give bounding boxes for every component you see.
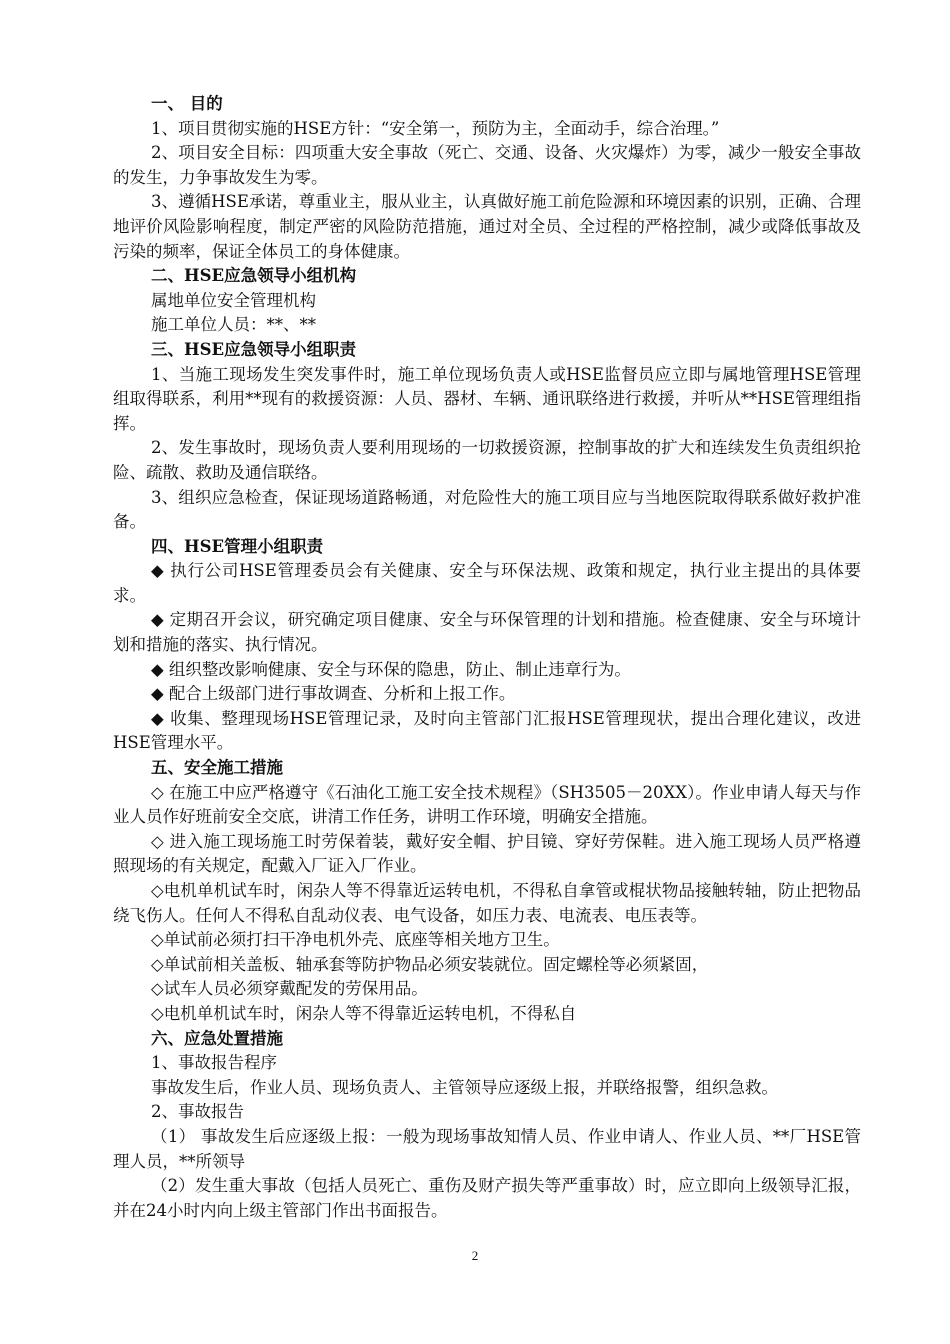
section-1-title: 一、 目的 [151, 94, 223, 113]
section-4-bullet-3: ◆ 组织整改影响健康、安全与环保的隐患，防止、制止违章行为。 [151, 659, 631, 679]
section-5-bullet-7: ◇电机单机试车时，闲杂人等不得靠近运转电机，不得私自 [151, 1003, 577, 1023]
section-3-para-1: 1、当施工现场发生突发事件时，施工单位现场负责人或HSE监督员应立即与属地管理HSE管理组取得联系，利用**现有的救援资源：人员、器材、车辆、通讯联络进行救援，并听从**HSE管理组指挥。 [113, 364, 861, 433]
section-4-title: 四、HSE管理小组职责 [151, 536, 324, 556]
section-6-line-3: 2、事故报告 [151, 1102, 244, 1122]
section-5-bullet-5: ◇单试前相关盖板、轴承套等防护物品必须安装就位。固定螺栓等必须紧固， [151, 954, 709, 974]
section-5-title: 五、安全施工措施 [151, 758, 283, 778]
section-5-bullet-2: ◇ 进入施工现场施工时劳保着装，戴好安全帽、护目镜、穿好劳保鞋。进入施工现场人员严格遵照现场的有关规定，配戴入厂证入厂作业。 [113, 831, 861, 876]
section-5-bullet-6: ◇试车人员必须穿戴配发的劳保用品。 [151, 979, 428, 999]
section-3-para-3: 3、组织应急检查，保证现场道路畅通，对危险性大的施工项目应与当地医院取得联系做好救护准备。 [113, 487, 861, 532]
section-6-line-1: 1、事故报告程序 [151, 1053, 277, 1073]
section-6-para-2: （2）发生重大事故（包括人员死亡、重伤及财产损失等严重事故）时，应立即向上级领导汇报，并在24小时内向上级主管部门作出书面报告。 [113, 1176, 861, 1220]
section-4-bullet-5: ◆ 收集、整理现场HSE管理记录，及时向主管部门汇报HSE管理现状，提出合理化建议，改进HSE管理水平。 [113, 708, 861, 753]
document-page [113, 92, 861, 1223]
section-1-para-3: 3、遵循HSE承诺，尊重业主，服从业主，认真做好施工前危险源和环境因素的识别，正确、合理地评价风险影响程度，制定严密的风险防范措施，通过对全员、全过程的严格控制，减少或降低事故及污染的频率，保证全体员工的身体健康。 [113, 192, 861, 261]
section-5-bullet-4: ◇单试前必须打扫干净电机外壳、底座等相关地方卫生。 [151, 930, 560, 950]
section-3-title: 三、HSE应急领导小组职责 [151, 339, 357, 359]
section-3-para-2: 2、发生事故时，现场负责人要利用现场的一切救援资源，控制事故的扩大和连续发生负责组织抢险、疏散、救助及通信联络。 [113, 438, 861, 482]
section-2-line-2: 施工单位人员：**、** [151, 315, 316, 335]
section-2-line-1: 属地单位安全管理机构 [151, 290, 316, 310]
section-1-para-1: 1、项目贯彻实施的HSE方针：“安全第一，预防为主，全面动手，综合治理。” [151, 118, 720, 138]
section-5-bullet-1: ◇ 在施工中应严格遵守《石油化工施工安全技术规程》（SH3505－20XX）。作业申请人每天与作业人员作好班前安全交底，讲清工作任务，讲明工作环境，明确安全措施。 [113, 782, 861, 827]
section-5-bullet-3: ◇电机单机试车时，闲杂人等不得靠近运转电机，不得私自拿管或棍状物品接触转轴，防止把物品绕飞伤人。任何人不得私自乱动仪表、电气设备，如压力表、电流表、电压表等。 [113, 881, 861, 925]
section-2-title: 二、HSE应急领导小组机构 [151, 266, 357, 286]
section-6-title: 六、应急处置措施 [151, 1028, 283, 1048]
section-4-bullet-1: ◆ 执行公司HSE管理委员会有关健康、安全与环保法规、政策和规定，执行业主提出的具体要求。 [113, 561, 861, 605]
section-4-bullet-2: ◆ 定期召开会议，研究确定项目健康、安全与环保管理的计划和措施。检查健康、安全与环境计划和措施的落实、执行情况。 [113, 610, 861, 655]
page-number: 2 [471, 1248, 479, 1263]
section-1-para-2: 2、项目安全目标：四项重大安全事故（死亡、交通、设备、火灾爆炸）为零，减少一般安全事故的发生，力争事故发生为零。 [113, 143, 861, 187]
section-6-line-2: 事故发生后，作业人员、现场负责人、主管领导应逐级上报，并联络报警，组织急救。 [151, 1077, 778, 1097]
section-6-para-1: （1） 事故发生后应逐级上报：一般为现场事故知情人员、作业申请人、作业人员、**厂HSE管理人员，**所领导 [113, 1126, 861, 1171]
section-4-bullet-4: ◆ 配合上级部门进行事故调查、分析和上报工作。 [151, 684, 516, 704]
